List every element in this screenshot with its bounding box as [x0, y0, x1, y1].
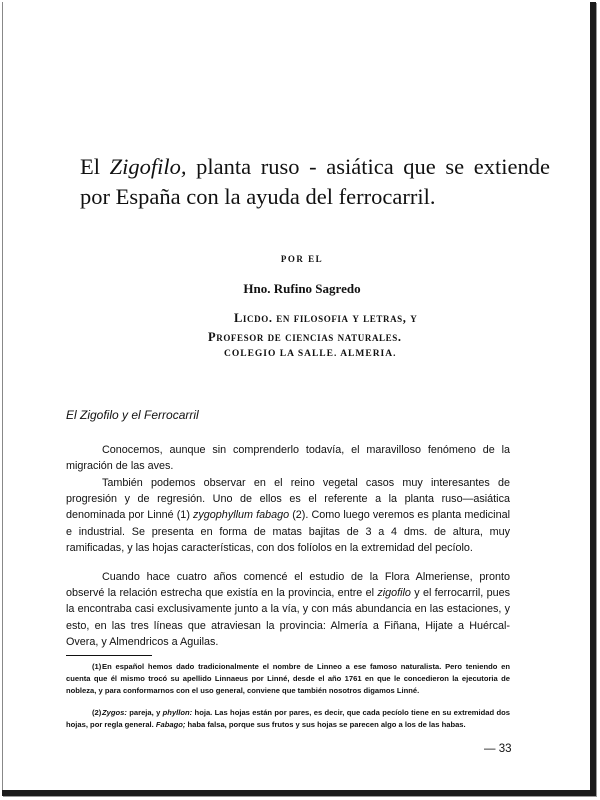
title-italic-word: Zigofilo,	[109, 154, 187, 179]
byline-por: POR EL	[280, 254, 324, 264]
footnote-1-number: (1)	[92, 662, 102, 671]
page-edge	[2, 2, 3, 790]
document-page	[2, 2, 596, 796]
paragraph-2-italic: zygophyllum fabago	[193, 509, 290, 522]
footnote-2-number: (2)	[92, 708, 102, 717]
paragraph-2-text-a: También podemos observar en el reino vegetal casos muy interesantes de progresión y de regresión. Uno de ellos es el referente a la planta ruso—asiática denominada por Linné (1)	[66, 477, 510, 522]
footnote-2-text-3: haba falsa, porque sus frutos y sus hojas se parecen algo a los de las habas.	[185, 720, 466, 729]
footnote-2-italic-phyllon: phyllon:	[162, 708, 193, 717]
paragraph-2	[66, 475, 510, 556]
author-name: Hno. Rufino Sagredo	[243, 281, 361, 296]
paragraph-3	[66, 569, 510, 650]
paragraph-3-text-a: Cuando hace cuatro años comencé el estudio de la Flora Almeriense, pronto observé la relación estrecha que existía en la provincia, entre el	[66, 571, 510, 600]
section-heading: El Zigofilo y el Ferrocarril	[66, 408, 199, 422]
paragraph-3-text-b: y el ferrocarril, pues la encontraba casi exclusivamente junto a la vía, y con más abundancia en las estaciones, y esto, en las tres líneas que atraviesan la provincia: Almería a Fiñana, Hijate a Huércal-Overa, y Almendricos a Aguilas.	[66, 587, 510, 648]
paragraph-1	[66, 442, 510, 474]
footnote-2-text-1: pareja, y	[126, 708, 163, 717]
article-title	[80, 152, 550, 212]
paragraph-2-text-b: (2). Como luego veremos es planta medicinal e industrial. Se presenta en forma de matas bajitas de 3 a 4 dms. de altura, muy ramificadas, y las hojas características, con dos folíolos en la extremidad del pecíolo.	[66, 509, 510, 554]
footnote-2	[66, 707, 510, 731]
title-text-start: El	[80, 154, 110, 179]
credential-line-2: Profesor de ciencias naturales.	[208, 330, 402, 344]
footnote-2-text-2: hoja. Las hojas están por pares, es decir, que cada pecíolo tiene en su extremidad dos hojas, por regla general.	[66, 708, 510, 729]
footnote-divider	[66, 655, 152, 656]
credential-line-1: Licdo. en filosofia y letras, y	[234, 311, 418, 325]
footnote-1	[66, 661, 510, 697]
title-text-end: planta ruso - asiática que se extiende por España con la ayuda del ferrocarril.	[80, 154, 550, 209]
credential-line-3: COLEGIO LA SALLE. ALMERIA.	[224, 349, 397, 359]
footnote-1-text: En español hemos dado tradicionalmente el nombre de Linneo a ese famoso naturalista. Pero teniendo en cuenta que él mismo trocó su apellido Linnaeus por Linné, desde el año 1761 en que le concedieron la ejecutoria de nobleza, y para conformarnos con el uso general, conviene que también nosotros digamos Linné.	[66, 662, 510, 695]
paragraph-1-text: Conocemos, aunque sin comprenderlo todavía, el maravilloso fenómeno de la migración de las aves.	[66, 444, 510, 473]
page-number: — 33	[484, 743, 512, 755]
footnote-2-italic-zygos: Zygos:	[102, 708, 127, 717]
paragraph-3-italic: zigofilo	[377, 587, 411, 600]
footnote-2-italic-fabago: Fabago;	[155, 720, 186, 729]
